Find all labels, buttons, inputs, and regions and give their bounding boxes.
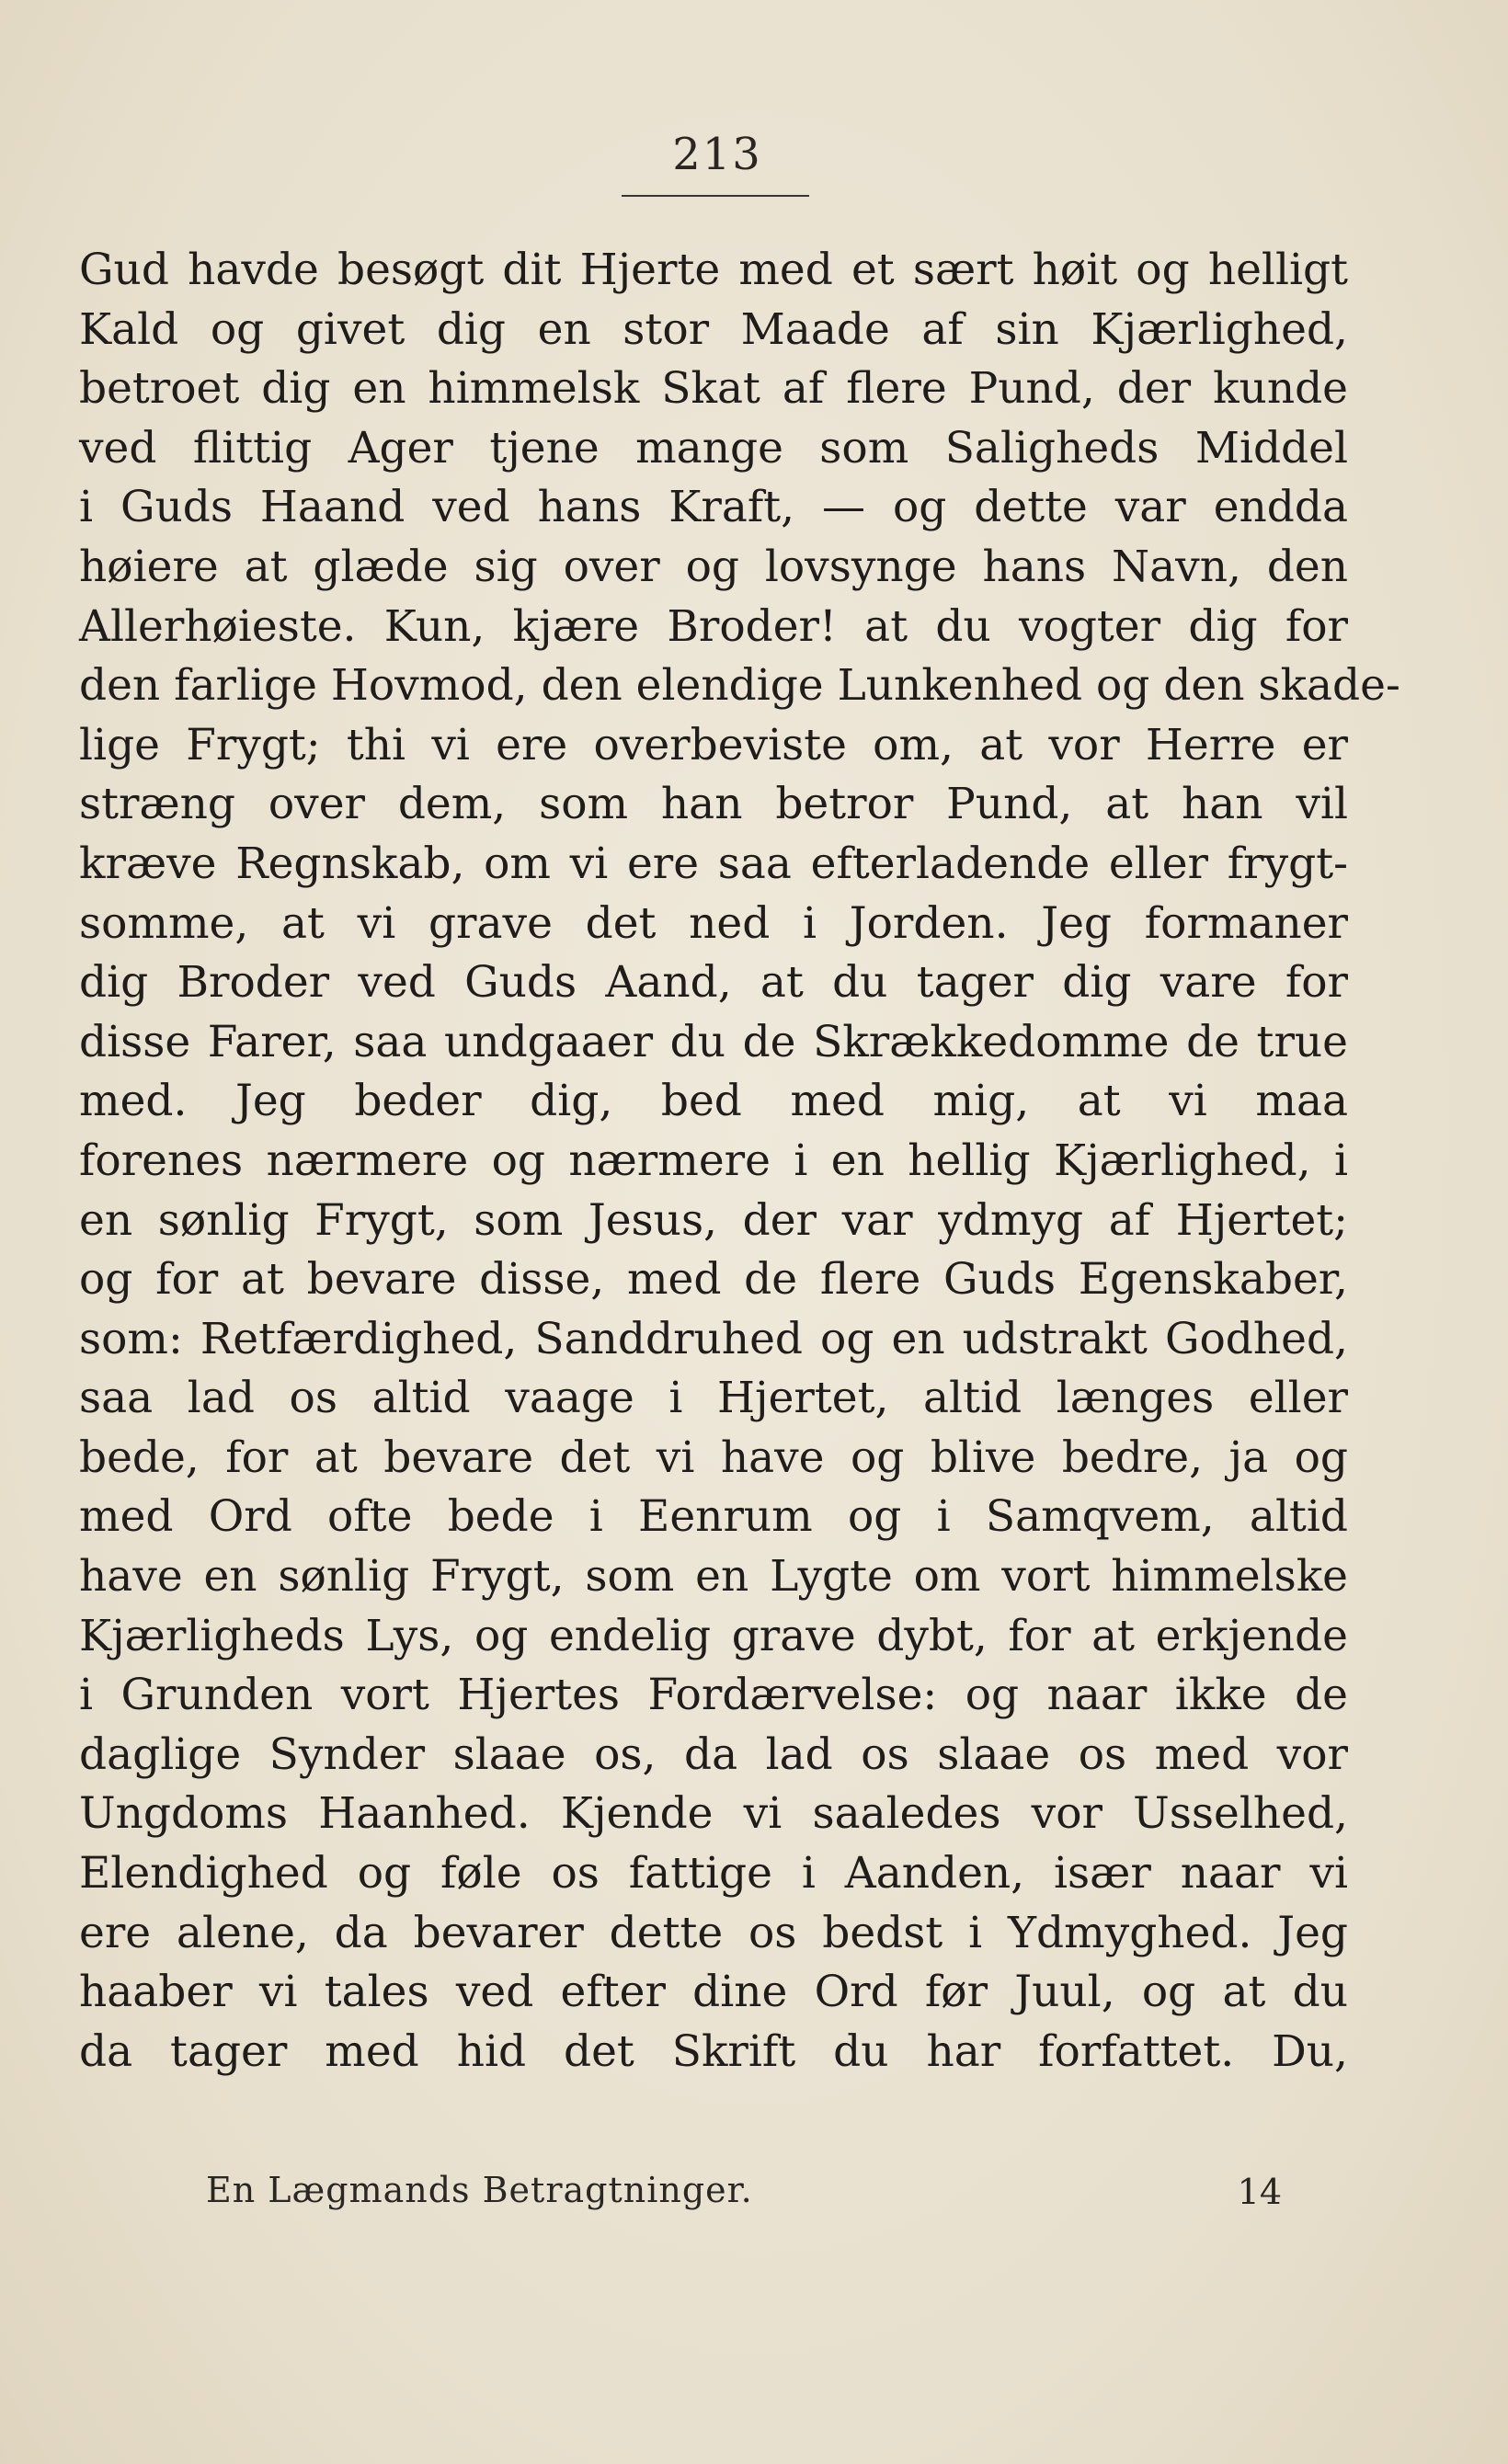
text-line: med Ord ofte bede i Eenrum og i Samqvem, altid (79, 1491, 1348, 1543)
text-line: den farlige Hovmod, den elendige Lunkenhed og den skade- (79, 660, 1400, 712)
page-footer (206, 2170, 1282, 2225)
header-rule (622, 195, 809, 197)
text-line: have en sønlig Frygt, som en Lygte om vort himmelske (79, 1551, 1348, 1603)
signature-mark: 14 (1237, 2172, 1282, 2212)
body-text (79, 241, 1400, 2082)
text-line: Gud havde besøgt dit Hjerte med et sært høit og helligt (79, 245, 1348, 295)
text-line: somme, at vi grave det ned i Jorden. Jeg formaner (79, 897, 1348, 949)
text-line: forenes nærmere og nærmere i en hellig Kjærlighed, i (79, 1135, 1348, 1186)
text-line: daglige Synder slaae os, da lad os slaae os med vor (79, 1728, 1348, 1780)
text-line: i Grunden vort Hjertes Fordærvelse: og naar ikke de (79, 1670, 1348, 1721)
text-line: stræng over dem, som han betror Pund, at han vil (79, 779, 1348, 830)
text-line: i Guds Haand ved hans Kraft, — og dette var endda (79, 482, 1348, 533)
text-line: høiere at glæde sig over og lovsynge hans Navn, den (79, 541, 1348, 592)
text-line: Kald og givet dig en stor Maade af sin Kjærlighed, (79, 303, 1348, 355)
text-line: dig Broder ved Guds Aand, at du tager dig vare for (79, 957, 1348, 1009)
text-line: med. Jeg beder dig, bed med mig, at vi maa (79, 1076, 1348, 1127)
page-number: 213 (672, 129, 762, 180)
text-line: Elendighed og føle os fattige i Aanden, især naar vi (79, 1848, 1348, 1899)
text-line: haaber vi tales ved efter dine Ord før Juul, og at du (79, 1967, 1348, 2018)
text-line: Kjærligheds Lys, og endelig grave dybt, for at erkjende (79, 1610, 1348, 1661)
text-line: ere alene, da bevarer dette os bedst i Ydmyghed. Jeg (79, 1907, 1348, 1958)
text-line: Ungdoms Haanhed. Kjende vi saaledes vor Usselhed, (79, 1788, 1348, 1840)
text-line: disse Farer, saa undgaaer du de Skrækkedomme de true (79, 1016, 1348, 1067)
text-line: og for at bevare disse, med de flere Guds Egenskaber, (79, 1254, 1348, 1306)
text-line: ved flittig Ager tjene mange som Saligheds Middel (79, 422, 1348, 473)
text-line: kræve Regnskab, om vi ere saa efterladende eller frygt- (79, 838, 1348, 889)
text-line: saa lad os altid vaage i Hjertet, altid længes eller (79, 1373, 1348, 1424)
text-line: Allerhøieste. Kun, kjære Broder! at du vogter dig for (79, 600, 1348, 652)
text-line: betroet dig en himmelsk Skat af flere Pund, der kunde (79, 363, 1348, 415)
text-line: da tager med hid det Skrift du har forfattet. Du, (79, 2025, 1348, 2077)
text-line: som: Retfærdighed, Sanddruhed og en udstrakt Godhed, (79, 1313, 1348, 1364)
text-line: lige Frygt; thi vi ere overbeviste om, at vor Herre er (79, 719, 1348, 770)
text-line: bede, for at bevare det vi have og blive bedre, ja og (79, 1432, 1348, 1483)
text-line: en sønlig Frygt, som Jesus, der var ydmyg af Hjertet; (79, 1194, 1348, 1246)
running-footer-title: En Lægmands Betragtninger. (206, 2170, 753, 2210)
